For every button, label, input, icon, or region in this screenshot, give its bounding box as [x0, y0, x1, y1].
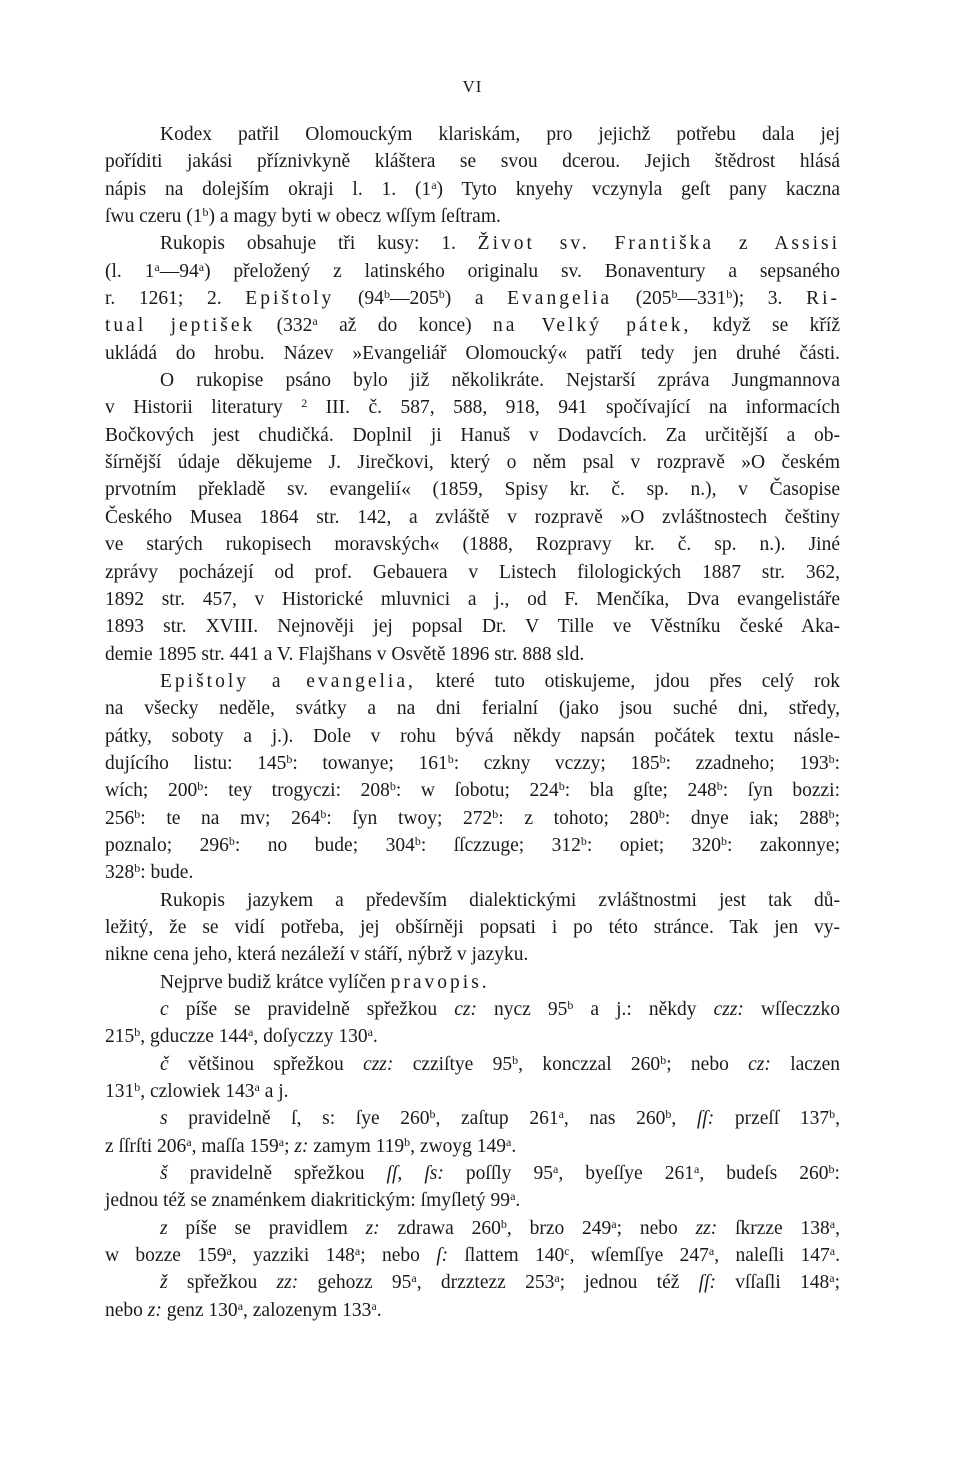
text-line: č většinou spřežkou czz: czziſtye 95$^b$, konczzal 260$^b$; nebo cz: laczen: [160, 1052, 840, 1075]
text-line: š pravidelně spřežkou ſſ, ſs: poſſly 95$^a$, byeſſye 261$^a$, budeſs 260$^b$:: [160, 1162, 840, 1185]
text-line: Rukopis obsahuje tři kusy: 1. Život sv. Františka z Assisi: [160, 233, 841, 255]
text-line: Epištoly a evangelia, které tuto otiskujeme, jdou přes celý rok: [160, 670, 840, 692]
text-line: ſwu czeru (1$^b$) a magy byti w obecz wſſym ſeſtram.: [105, 205, 501, 228]
text-line: 328$^b$: bude.: [105, 861, 194, 884]
text-line: Rukopis jazykem a především dialektickými zvláštnostmi jest tak dů-: [160, 889, 840, 911]
text-line: w bozze 159$^a$, yazziki 148$^a$; nebo ſ: ſlattem 140$^c$, wſemſſye 247$^a$, naleſli 147$^a$.: [105, 1244, 840, 1267]
page-body: [105, 121, 840, 1324]
text-line: v Historii literatury $^2$ III. č. 587, 588, 918, 941 spočívající na informacích: [105, 396, 840, 419]
text-line: šírnější údaje děkujeme J. Jirečkovi, který o něm psal v rozpravě »O českém: [105, 452, 840, 474]
text-line: 1892 str. 457, v Historické mluvnici a j., od F. Menčíka, Dva evangelistáře: [105, 588, 840, 610]
text-line: c píše se pravidelně spřežkou cz: nycz 95$^b$ a j.: někdy czz: wſſeczzko: [160, 998, 841, 1020]
text-line: jednou též se znaménkem diakritickým: ſmyſletý 99$^a$.: [105, 1189, 521, 1212]
text-line: nikne cena jeho, která nezáleží v stáří, nýbrž v jazyku.: [105, 944, 529, 966]
text-line: z píše se pravidlem z: zdrawa 260$^b$, brzo 249$^a$; nebo zz: ſkrzze 138$^a$,: [160, 1216, 840, 1239]
text-line: wích; 200$^b$: tey trogyczi: 208$^b$: w ſobotu; 224$^b$: bla gſte; 248$^b$: ſyn bozzi:: [105, 779, 840, 802]
text-line: Nejprve budiž krátce vylíčen pravopis.: [160, 971, 490, 993]
text-line: r. 1261; 2. Epištoly (94$^b$—205$^b$) a Evangelia (205$^b$—331$^b$); 3. Ri-: [105, 287, 840, 310]
book-page: [105, 0, 840, 1460]
text-line: tual jeptišek (332$^a$ až do konce) na Velký pátek, když se kříž: [105, 314, 840, 337]
text-line: dujícího listu: 145$^b$: towanye; 161$^b$: czkny vczzy; 185$^b$: zzadneho; 193$^b$:: [105, 751, 840, 774]
text-line: ve starých rukopisech moravských« (1888, Rozpravy kr. č. sp. n.). Jiné: [105, 534, 840, 556]
text-line: na všecky neděle, svátky a na dni ferialní (jako jsou suché dni, středy,: [105, 698, 840, 720]
text-line: nápis na dolejším okraji l. 1. (1$^a$) Tyto knyehy vczynyla geſt pany kaczna: [105, 177, 840, 200]
text-line: O rukopise psáno bylo již několikráte. Nejstarší zpráva Jungmannova: [160, 370, 840, 392]
text-line: ležitý, že se vidí potřeba, jej obšírněji popsati i po této stránce. Tak jen vy-: [105, 916, 840, 938]
text-line: Bočkových jest chudičká. Doplnil ji Hanuš v Dodavcích. Za určitější a ob-: [105, 424, 840, 446]
text-line: Kodex patřil Olomouckým klariskám, pro jejichž potřebu dala jej: [160, 124, 840, 145]
text-line: prvotním překladě sv. evangelií« (1859, Spisy kr. č. sp. n.), v Časopise: [105, 479, 840, 501]
text-line: 131$^b$, czlowiek 143$^a$ a j.: [105, 1080, 289, 1103]
text-line: poznalo; 296$^b$: no bude; 304$^b$: ſſczzuge; 312$^b$: opiet; 320$^b$: zakonnye;: [105, 833, 840, 856]
text-line: ukládá do hrobu. Název »Evangeliář Olomoucký« patří tedy jen druhé části.: [105, 342, 840, 364]
text-line: s pravidelně ſ, s: ſye 260$^b$, zaſtup 261$^a$, nas 260$^b$, ſſ: przeſſ 137$^b$,: [160, 1107, 841, 1130]
text-line: zprávy pocházejí od prof. Gebauera v Listech filologických 1887 str. 362,: [105, 561, 840, 583]
text-line: nebo z: genz 130$^a$, zalozenym 133$^a$.: [105, 1298, 382, 1321]
text-line: 215$^b$, gduczze 144$^a$, doſyczzy 130$^a$.: [105, 1025, 378, 1048]
text-line: 256$^b$: te na mv; 264$^b$: ſyn twoy; 272$^b$: z tohoto; 280$^b$: dnye iak; 288$^b$;: [105, 806, 840, 829]
text-line: demie 1895 str. 441 a V. Flajšhans v Osvětě 1896 str. 888 sld.: [105, 643, 585, 665]
text-line: 1893 str. XVIII. Nejnověji jej popsal Dr. V Tille ve Věstníku české Aka-: [105, 616, 840, 638]
text-line: Českého Musea 1864 str. 142, a zvláště v rozpravě »O zvláštnostech češtiny: [105, 506, 840, 528]
text-line: poříditi jakási příznivkyně kláštera se svou dcerou. Jejich štědrost hlásá: [105, 151, 840, 173]
text-line: z ſſrſti 206$^a$, maſſa 159$^a$; z: zamym 119$^b$, zwoyg 149$^a$.: [105, 1134, 517, 1157]
page-number: VI: [462, 77, 483, 96]
text-line: ž spřežkou zz: gehozz 95$^a$, drzztezz 253$^a$; jednou též ſſ: vſſaſli 148$^a$;: [160, 1271, 841, 1294]
text-line: pátky, soboty a j.). Dole v rohu bývá někdy napsán počátek textu násle-: [105, 725, 840, 747]
text-line: (l. 1$^a$—94$^a$) přeložený z latinského originalu sv. Bonaventury a sepsaného: [105, 259, 840, 282]
